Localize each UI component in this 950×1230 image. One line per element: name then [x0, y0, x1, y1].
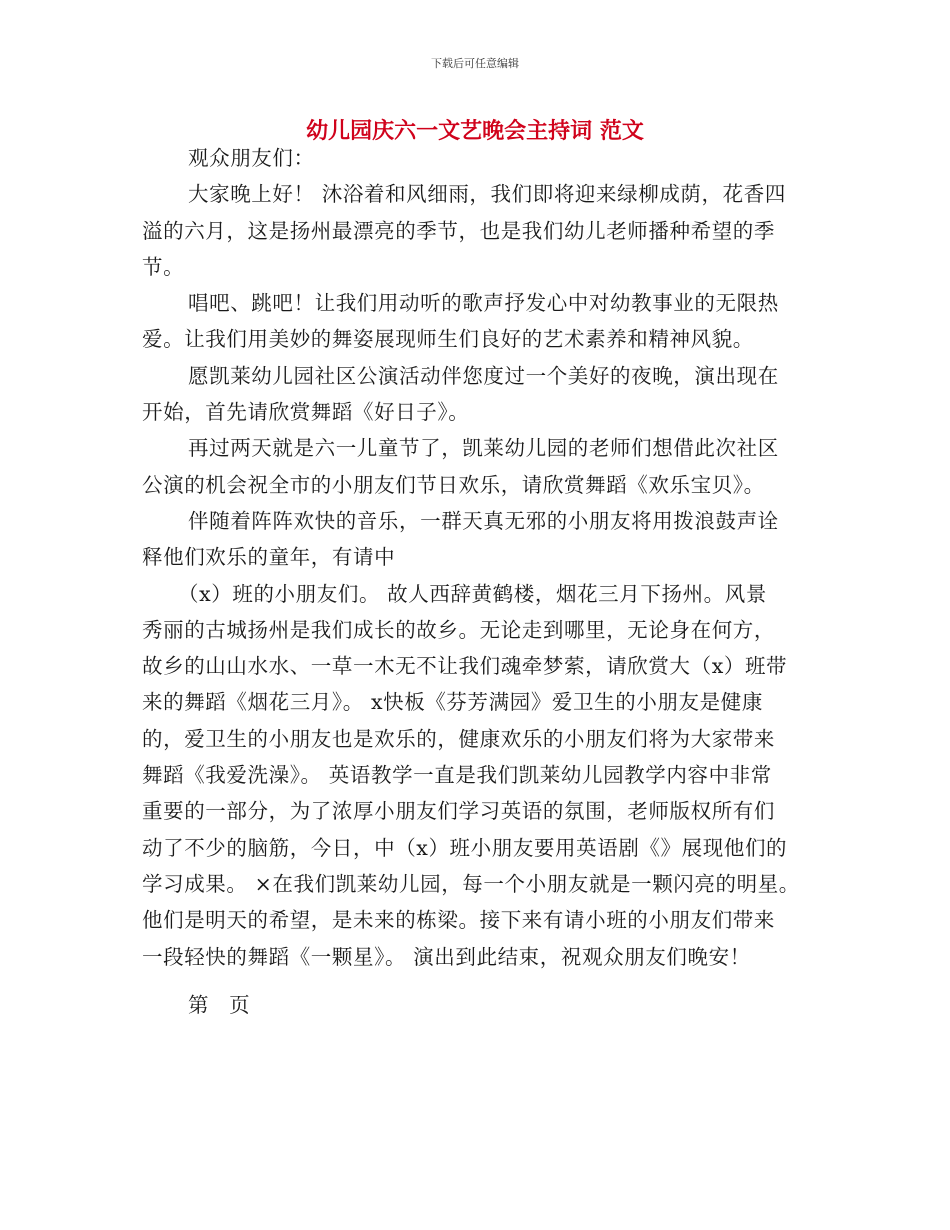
body-line: 开始，首先请欣赏舞蹈《好日子》。: [142, 400, 470, 425]
body-line: 节。: [142, 254, 185, 279]
body-line: 愿凯莱幼儿园社区公演活动伴您度过一个美好的夜晚，演出现在: [188, 363, 779, 388]
document-title: 幼儿园庆六一文艺晚会主持词 范文: [306, 119, 644, 144]
body-line: 再过两天就是六一儿童节了，凯莱幼儿园的老师们想借此次社区: [188, 436, 779, 461]
header-note: 下载后可任意编辑: [431, 57, 519, 70]
body-line: 大家晚上好！ 沐浴着和风细雨，我们即将迎来绿柳成荫，花香四: [188, 182, 786, 207]
page-footer: [188, 988, 250, 1018]
body-line: 重要的一部分，为了浓厚小朋友们学习英语的氛围，老师版权所有们: [142, 799, 775, 824]
body-line: （x）班的小朋友们。 故人西辞黄鹤楼，烟花三月下扬州。风景: [178, 581, 767, 606]
body-line: 伴随着阵阵欢快的音乐，一群天真无邪的小朋友将用拨浪鼓声诠: [188, 508, 779, 533]
body-line: 一段轻快的舞蹈《一颗星》。 演出到此结束，祝观众朋友们晚安！: [142, 944, 751, 969]
body-line: 故乡的山山水水、一草一木无不让我们魂牵梦萦，请欣赏大（x）班带: [142, 654, 788, 679]
body-line: 的，爱卫生的小朋友也是欢乐的，健康欢乐的小朋友们将为大家带来: [142, 726, 775, 751]
body-line: 释他们欢乐的童年，有请中: [142, 545, 396, 570]
body-line: 学习成果。 ×在我们凯莱幼儿园，每一个小朋友就是一颗闪亮的明星。: [142, 871, 800, 896]
body-line: 溢的六月，这是扬州最漂亮的季节，也是我们幼儿老师播种希望的季: [142, 218, 775, 243]
body-line: 他们是明天的希望，是未来的栋梁。接下来有请小班的小朋友们带来: [142, 908, 775, 933]
document-body: [142, 140, 822, 975]
footer-page-suffix: 页: [229, 993, 251, 1017]
body-line: 舞蹈《我爱洗澡》。 英语教学一直是我们凯莱幼儿园教学内容中非常: [142, 763, 772, 788]
body-line: 公演的机会祝全市的小朋友们节日欢乐，请欣赏舞蹈《欢乐宝贝》。: [142, 472, 765, 497]
footer-page-prefix: 第: [188, 993, 210, 1017]
body-line: 爱。让我们用美妙的舞姿展现师生们良好的艺术素养和精神风貌。: [142, 327, 754, 352]
body-line: 唱吧、跳吧！让我们用动听的歌声抒发心中对幼教事业的无限热: [188, 291, 779, 316]
body-line: 观众朋友们：: [188, 146, 315, 170]
body-line: 动了不少的脑筋，今日，中（x）班小朋友要用英语剧《》展现他们的: [142, 835, 788, 860]
body-line: 来的舞蹈《烟花三月》。 x快板《芬芳满园》爱卫生的小朋友是健康: [142, 690, 763, 715]
body-line: 秀丽的古城扬州是我们成长的故乡。无论走到哪里，无论身在何方，: [142, 617, 775, 642]
